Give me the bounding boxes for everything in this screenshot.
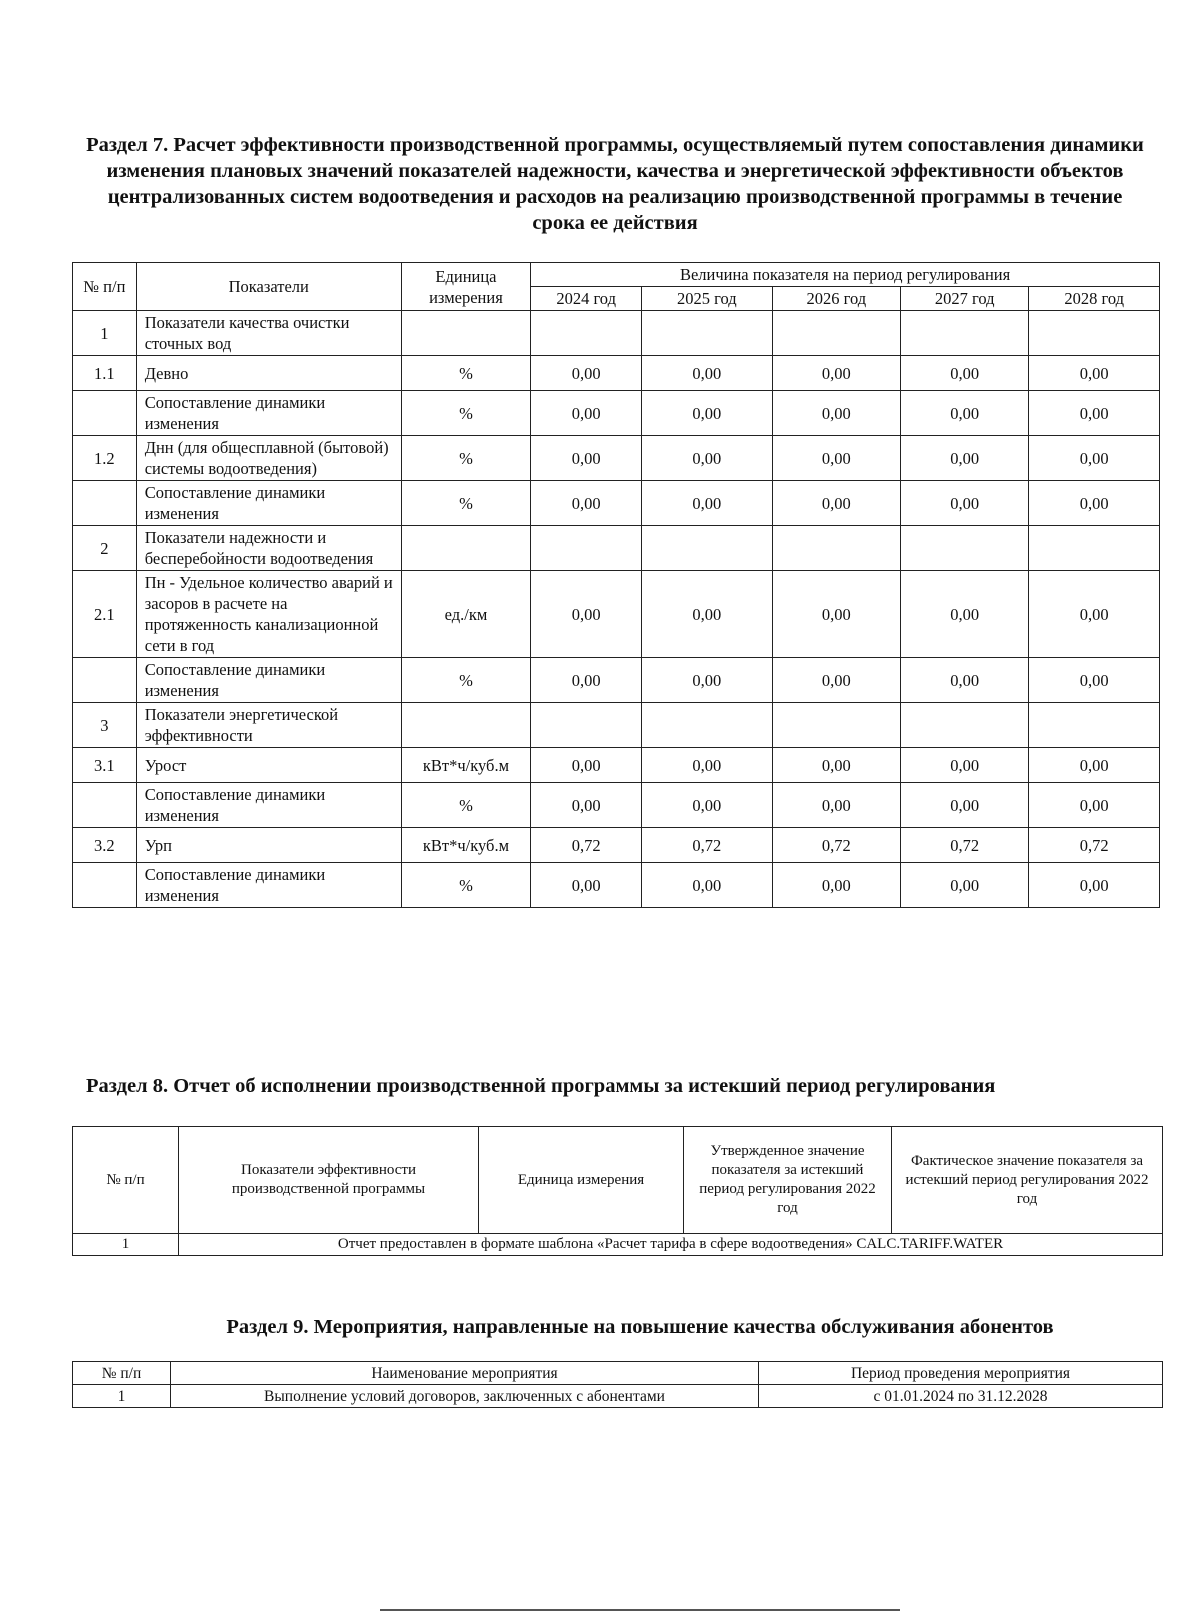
row-value: 0,00 — [901, 391, 1029, 436]
row-value: 0,00 — [901, 356, 1029, 391]
row-value: 0,00 — [901, 436, 1029, 481]
row-value: 0,00 — [1029, 863, 1160, 908]
col-header-period: Период проведения мероприятия — [759, 1362, 1163, 1385]
table-row — [73, 658, 1160, 703]
row-value: 0,00 — [1029, 436, 1160, 481]
table-row — [73, 783, 1160, 828]
table-row — [73, 828, 1160, 863]
row-value: 0,00 — [642, 748, 772, 783]
row-num — [73, 863, 137, 908]
row-unit: % — [401, 356, 530, 391]
row-value — [531, 703, 642, 748]
row-value: 0,72 — [1029, 828, 1160, 863]
row-value — [772, 703, 900, 748]
row-unit — [401, 526, 530, 571]
row-value: 0,00 — [531, 436, 642, 481]
row-unit: % — [401, 436, 530, 481]
row-value: 0,00 — [531, 481, 642, 526]
report-note: Отчет предоставлен в формате шаблона «Расчет тарифа в сфере водоотведения» CALC.TARIFF.WATER — [179, 1234, 1163, 1256]
section-7-table-body — [73, 311, 1160, 908]
row-value: 0,72 — [531, 828, 642, 863]
row-value: 0,00 — [531, 658, 642, 703]
row-num: 2 — [73, 526, 137, 571]
row-value: 0,00 — [772, 481, 900, 526]
row-value: 0,00 — [901, 748, 1029, 783]
row-value: 0,00 — [901, 783, 1029, 828]
col-header-unit: Единица измерения — [401, 263, 530, 311]
col-header-period: Величина показателя на период регулирования — [531, 263, 1160, 287]
row-value: 0,00 — [531, 571, 642, 658]
row-value: 0,00 — [642, 783, 772, 828]
col-header-year: 2028 год — [1029, 287, 1160, 311]
row-value: 0,00 — [772, 356, 900, 391]
row-unit: % — [401, 391, 530, 436]
row-num — [73, 481, 137, 526]
row-value — [1029, 703, 1160, 748]
table-header-row — [73, 1127, 1163, 1234]
row-value: 0,72 — [642, 828, 772, 863]
section-8-title: Раздел 8. Отчет об исполнении производственной программы за истекший период регулирования — [86, 1075, 996, 1097]
row-value: 0,00 — [772, 658, 900, 703]
row-unit: кВт*ч/куб.м — [401, 828, 530, 863]
table-header-row — [73, 1362, 1163, 1385]
table-row — [73, 526, 1160, 571]
col-header-num: № п/п — [73, 1127, 179, 1234]
table-header-row — [73, 263, 1160, 287]
row-value: 0,00 — [772, 783, 900, 828]
row-num: 3 — [73, 703, 137, 748]
table-row — [73, 356, 1160, 391]
col-header-actual: Фактическое значение показателя за истекший период регулирования 2022 год — [892, 1127, 1163, 1234]
col-header-approved: Утвержденное значение показателя за истекший период регулирования 2022 год — [684, 1127, 892, 1234]
row-num — [73, 783, 137, 828]
row-unit: % — [401, 481, 530, 526]
col-header-year: 2024 год — [531, 287, 642, 311]
col-header-year: 2025 год — [642, 287, 772, 311]
row-value: 0,00 — [531, 356, 642, 391]
row-value: 0,00 — [531, 783, 642, 828]
row-value — [642, 311, 772, 356]
row-value: 0,00 — [1029, 356, 1160, 391]
row-value: 0,00 — [901, 571, 1029, 658]
row-num: 1 — [73, 1385, 171, 1408]
row-indicator: Сопоставление динамики изменения — [136, 783, 401, 828]
col-header-indicator: Показатели — [136, 263, 401, 311]
row-indicator: Урп — [136, 828, 401, 863]
table-row — [73, 1385, 1163, 1408]
table-row — [73, 391, 1160, 436]
row-indicator: Показатели энергетической эффективности — [136, 703, 401, 748]
measure-name: Выполнение условий договоров, заключенных с абонентами — [171, 1385, 759, 1408]
row-value — [642, 526, 772, 571]
row-value: 0,00 — [1029, 658, 1160, 703]
table-row — [73, 481, 1160, 526]
row-indicator: Сопоставление динамики изменения — [136, 863, 401, 908]
row-num: 1 — [73, 1234, 179, 1256]
row-value — [642, 703, 772, 748]
row-value: 0,00 — [1029, 748, 1160, 783]
row-num — [73, 658, 137, 703]
col-header-year: 2027 год — [901, 287, 1029, 311]
row-indicator: Показатели качества очистки сточных вод — [136, 311, 401, 356]
row-value — [531, 526, 642, 571]
row-value: 0,00 — [772, 748, 900, 783]
row-value: 0,00 — [772, 863, 900, 908]
table-row — [73, 571, 1160, 658]
bottom-edge-line — [380, 1609, 900, 1611]
col-header-unit: Единица измерения — [479, 1127, 684, 1234]
row-value: 0,00 — [531, 391, 642, 436]
row-value: 0,00 — [531, 863, 642, 908]
row-unit: кВт*ч/куб.м — [401, 748, 530, 783]
table-row — [73, 311, 1160, 356]
table-row — [73, 863, 1160, 908]
row-value: 0,72 — [901, 828, 1029, 863]
row-num: 3.2 — [73, 828, 137, 863]
row-value — [901, 526, 1029, 571]
row-indicator: Сопоставление динамики изменения — [136, 481, 401, 526]
row-value: 0,00 — [901, 481, 1029, 526]
row-unit: % — [401, 783, 530, 828]
table-row — [73, 703, 1160, 748]
col-header-year: 2026 год — [772, 287, 900, 311]
row-value: 0,00 — [772, 391, 900, 436]
row-value: 0,00 — [901, 863, 1029, 908]
row-unit — [401, 703, 530, 748]
row-num: 2.1 — [73, 571, 137, 658]
row-value: 0,00 — [1029, 783, 1160, 828]
row-unit — [401, 311, 530, 356]
row-value: 0,00 — [642, 356, 772, 391]
row-unit: ед./км — [401, 571, 530, 658]
row-indicator: Девно — [136, 356, 401, 391]
row-indicator: Днн (для общесплавной (бытовой) системы водоотведения) — [136, 436, 401, 481]
row-value — [772, 311, 900, 356]
col-header-num: № п/п — [73, 1362, 171, 1385]
row-indicator: Пн - Удельное количество аварий и засоров в расчете на протяженность канализационной сети в год — [136, 571, 401, 658]
row-num: 1 — [73, 311, 137, 356]
row-value: 0,00 — [642, 436, 772, 481]
section-9-table — [72, 1361, 1163, 1408]
row-value: 0,00 — [642, 391, 772, 436]
col-header-num: № п/п — [73, 263, 137, 311]
measure-period: с 01.01.2024 по 31.12.2028 — [759, 1385, 1163, 1408]
col-header-name: Наименование мероприятия — [171, 1362, 759, 1385]
row-value — [1029, 311, 1160, 356]
row-value: 0,00 — [531, 748, 642, 783]
row-value: 0,00 — [642, 481, 772, 526]
row-num: 3.1 — [73, 748, 137, 783]
section-8-table — [72, 1126, 1163, 1256]
row-value: 0,00 — [642, 863, 772, 908]
row-value: 0,00 — [901, 658, 1029, 703]
row-value: 0,00 — [642, 658, 772, 703]
section-7-title: Раздел 7. Расчет эффективности производственной программы, осуществляемый путем сопоставления динамики изменения плановых значений показателей надежности, качества и энергетической эффективности объектов централизованных систем водоотведения и расходов на реализацию производственной программы в течение срока ее действия — [86, 134, 1144, 234]
section-7-table — [72, 262, 1160, 908]
table-row — [73, 748, 1160, 783]
row-value — [531, 311, 642, 356]
row-num: 1.1 — [73, 356, 137, 391]
row-value — [1029, 526, 1160, 571]
row-indicator: Сопоставление динамики изменения — [136, 658, 401, 703]
row-indicator: Урост — [136, 748, 401, 783]
row-indicator: Сопоставление динамики изменения — [136, 391, 401, 436]
row-num — [73, 391, 137, 436]
row-value: 0,00 — [1029, 391, 1160, 436]
row-value — [901, 703, 1029, 748]
row-num: 1.2 — [73, 436, 137, 481]
row-unit: % — [401, 658, 530, 703]
table-row — [73, 436, 1160, 481]
row-value: 0,72 — [772, 828, 900, 863]
row-unit: % — [401, 863, 530, 908]
col-header-indicator: Показатели эффективности производственной программы — [179, 1127, 479, 1234]
row-value: 0,00 — [772, 571, 900, 658]
row-value: 0,00 — [1029, 571, 1160, 658]
row-value: 0,00 — [1029, 481, 1160, 526]
row-indicator: Показатели надежности и бесперебойности водоотведения — [136, 526, 401, 571]
row-value: 0,00 — [772, 436, 900, 481]
row-value — [901, 311, 1029, 356]
row-value — [772, 526, 900, 571]
row-value: 0,00 — [642, 571, 772, 658]
table-row — [73, 1234, 1163, 1256]
section-9-title: Раздел 9. Мероприятия, направленные на повышение качества обслуживания абонентов — [226, 1316, 1054, 1338]
